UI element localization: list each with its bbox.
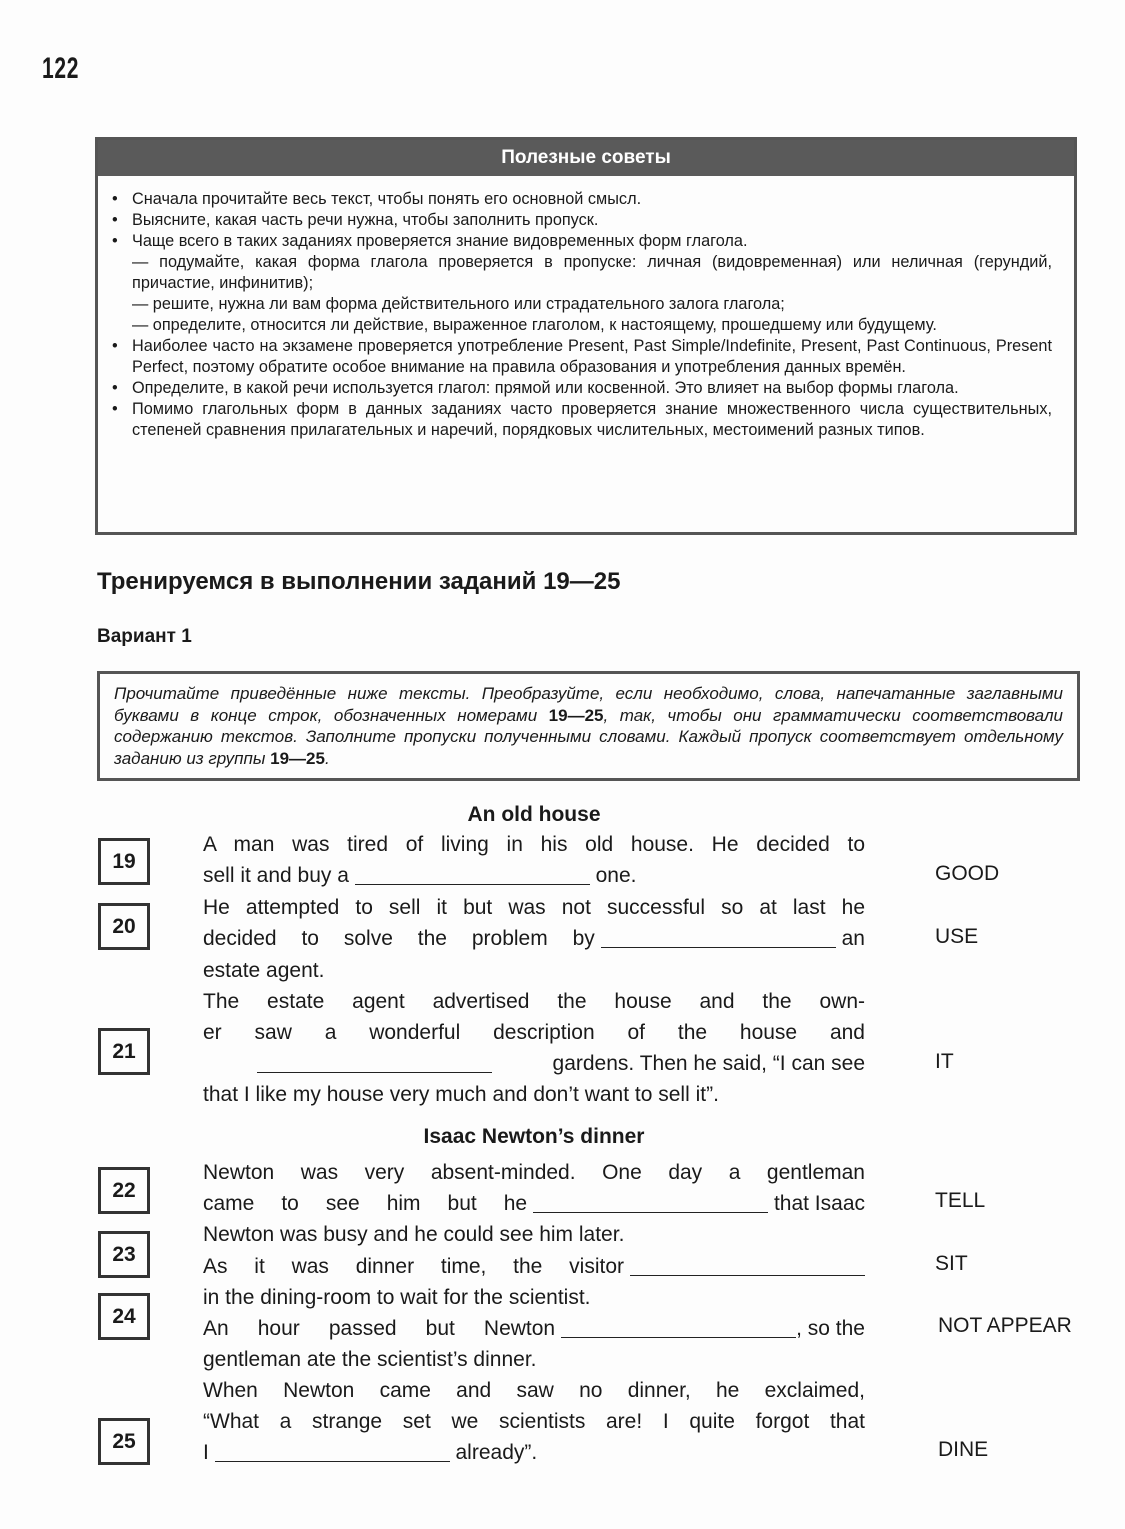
line-text: sell it and buy a (203, 864, 355, 887)
answer-blank[interactable] (601, 927, 836, 948)
keyword: GOOD (935, 862, 1000, 885)
tip-subitem: — подумайте, какая форма глагола проверяется в пропуске: личная (видовременная) или неличная (герундий, причастие, инфинитив); (132, 253, 1052, 292)
text-line (203, 1192, 865, 1216)
text-line: A man was tired of living in his old house. He decided to (203, 833, 865, 856)
task-number: 22 (98, 1167, 150, 1214)
tip-subitem: — определите, относится ли действие, выраженное глаголом, к настоящему, прошедшему или будущему. (132, 316, 937, 334)
text-line (203, 1317, 865, 1341)
task-range: 19—25 (270, 748, 325, 768)
page-number: 122 (42, 52, 80, 85)
tip-text: Определите, в какой речи используется глагол: прямой или косвенной. Это влияет на выбор формы глагола. (132, 379, 959, 397)
instruction-text: , так, чтобы они грамматически соответствовали содержанию текстов. Заполните пропуски полученными словами. Каждый пропуск соответствует отдельному заданию из группы (114, 705, 1063, 768)
tip-item (110, 189, 1052, 210)
tip-subitem: — решите, нужна ли вам форма действительного или страдательного залога глагола; (132, 295, 785, 313)
text-line: Newton was very absent-minded. One day a gentleman (203, 1161, 865, 1184)
line-text: gardens. Then he said, “I can see (546, 1052, 865, 1075)
line-text: An hour passed but Newton (203, 1317, 556, 1340)
tip-text: Наиболее часто на экзамене проверяется употребление Present, Past Simple/Indefinite, Present, Past Continuous, Present Perfect, поэтому обратите особое внимание на правила образования и употребления данных времён. (132, 337, 1052, 376)
keyword: IT (935, 1050, 954, 1073)
answer-blank[interactable] (215, 1441, 450, 1462)
text-line: He attempted to sell it but was not successful so at last he (203, 896, 865, 919)
text-line: in the dining-room to wait for the scientist. (203, 1286, 591, 1309)
text-line: gentleman ate the scientist’s dinner. (203, 1348, 537, 1371)
bullet-icon: • (112, 211, 118, 229)
variant-label: Вариант 1 (97, 626, 192, 647)
tip-text: Помимо глагольных форм в данных заданиях часто проверяется знание множественного числа существительных, степеней сравнения прилагательных и наречий, порядковых числительных, местоимений разных типов. (132, 400, 1052, 439)
answer-blank[interactable] (630, 1255, 865, 1276)
tip-text: Выясните, какая часть речи нужна, чтобы заполнить пропуск. (132, 211, 599, 229)
text-line: When Newton came and saw no dinner, he exclaimed, (203, 1379, 865, 1402)
bullet-icon: • (112, 400, 118, 418)
line-text: I (203, 1441, 215, 1464)
answer-blank[interactable] (561, 1317, 796, 1338)
bullet-icon: • (112, 379, 118, 397)
line-text: , so the (796, 1317, 865, 1340)
instruction-box (97, 671, 1080, 781)
line-text: came to see him but he (203, 1192, 528, 1215)
bullet-icon: • (112, 232, 118, 250)
task-number: 19 (98, 838, 150, 885)
task-number: 25 (98, 1418, 150, 1465)
text-line: “What a strange set we scientists are! I quite forgot that (203, 1410, 865, 1433)
text-line (203, 1052, 865, 1076)
text-title: An old house (467, 803, 601, 826)
answer-blank[interactable] (257, 1052, 492, 1073)
text-title: Isaac Newton’s dinner (423, 1125, 645, 1148)
text-line (203, 864, 865, 888)
keyword: TELL (935, 1189, 986, 1212)
text-line: The estate agent advertised the house and the own- (203, 990, 865, 1013)
line-text: one. (589, 864, 637, 887)
text-line: er saw a wonderful description of the house and (203, 1021, 865, 1044)
bullet-icon: • (112, 190, 118, 208)
keyword: SIT (935, 1252, 968, 1275)
tip-item (110, 378, 1052, 399)
text-line (203, 1441, 865, 1465)
text-line: Newton was busy and he could see him later. (203, 1223, 625, 1246)
section-heading: Тренируемся в выполнении заданий 19—25 (97, 568, 621, 595)
keyword: USE (935, 925, 979, 948)
line-text: As it was dinner time, the visitor (203, 1255, 624, 1278)
line-text: already”. (449, 1441, 538, 1464)
task-number: 24 (98, 1293, 150, 1340)
line-text: an (835, 927, 865, 950)
tip-item (110, 336, 1052, 378)
tip-item (110, 399, 1052, 441)
line-text: that Isaac (768, 1192, 865, 1215)
bullet-icon: • (112, 337, 118, 355)
task-number: 21 (98, 1028, 150, 1075)
tips-title: Полезные советы (98, 140, 1074, 176)
keyword: NOT APPEAR (938, 1314, 1072, 1337)
text-line (203, 927, 865, 951)
line-text: decided to solve the problem by (203, 927, 595, 950)
answer-blank[interactable] (355, 864, 590, 885)
task-number: 20 (98, 903, 150, 950)
useful-tips-box (95, 137, 1077, 535)
answer-blank[interactable] (533, 1192, 768, 1213)
tips-list (98, 176, 1074, 441)
text-line: estate agent. (203, 959, 325, 982)
text-line (203, 1255, 865, 1279)
tip-text: Сначала прочитайте весь текст, чтобы понять его основной смысл. (132, 190, 642, 208)
keyword: DINE (938, 1438, 989, 1461)
text-line: that I like my house very much and don’t want to sell it”. (203, 1083, 719, 1106)
tip-text: Чаще всего в таких заданиях проверяется знание видовременных форм глагола. (132, 232, 748, 250)
instruction-text: . (324, 748, 330, 768)
task-number: 23 (98, 1231, 150, 1278)
instruction-text: Прочитайте приведённые ниже тексты. Преобразуйте, если необходимо, слова, напечатанные заглавными буквами в конце строк, обозначенных номерами (114, 684, 1063, 725)
tip-item (110, 210, 1052, 231)
tip-item (110, 231, 1052, 336)
task-range: 19—25 (548, 705, 604, 725)
